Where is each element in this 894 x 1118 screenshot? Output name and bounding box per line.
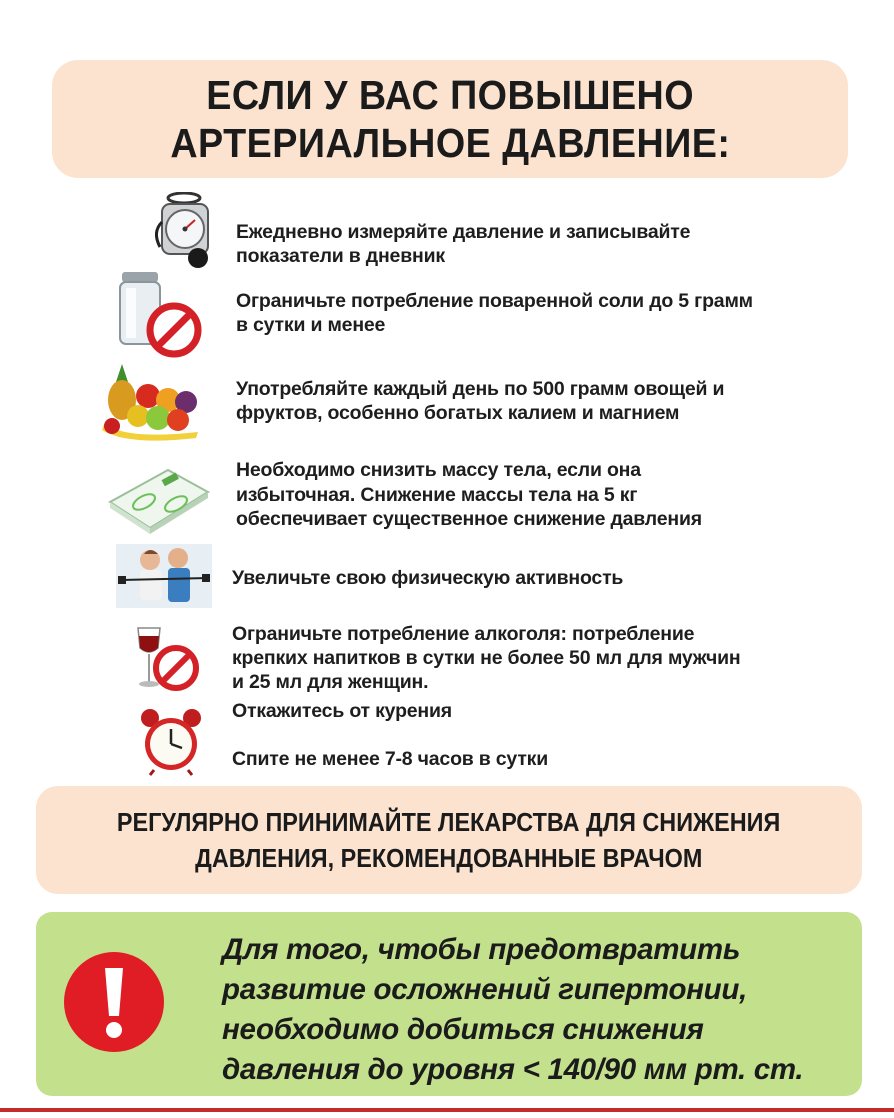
tip-alcohol-line-2: крепких напитков в сутки не более 50 мл для мужчин [232,647,741,669]
tip-measure-line-2: показатели в дневник [236,245,445,267]
goal-line-2: развитие осложнений гипертонии, [222,973,748,1006]
exercise-icon [116,544,212,608]
medicine-line-2: ДАВЛЕНИЯ, РЕКОМЕНДОВАННЫЕ ВРАЧОМ [195,843,703,873]
title-line-2: АРТЕРИАЛЬНОЕ ДАВЛЕНИЕ: [169,120,731,166]
medicine-banner [36,786,862,894]
medicine-line-1: РЕГУЛЯРНО ПРИНИМАЙТЕ ЛЕКАРСТВА ДЛЯ СНИЖЕНИЯ [117,807,781,837]
scale-icon [104,462,212,540]
goal-line-4: давления до уровня < 140/90 мм рт. ст. [222,1053,804,1086]
tip-alcohol-line-1: Ограничьте потребление алкоголя: потребление [232,623,695,645]
tip-fruits-line-1: Употребляйте каждый день по 500 грамм овощей и [236,378,725,400]
goal-line-3: необходимо добиться снижения [222,1013,704,1046]
tip-salt-line-1: Ограничьте потребление поваренной соли до 5 грамм [236,290,753,312]
tip-activity-line-1: Увеличьте свою физическую активность [232,567,624,589]
tip-weight-line-1: Необходимо снизить массу тела, если она [236,459,641,481]
title-line-1: ЕСЛИ У ВАС ПОВЫШЕНО [206,72,694,118]
bottom-divider [0,1108,894,1112]
tip-weight-line-3: обеспечивает существенное снижение давления [236,508,702,530]
tip-fruits-line-2: фруктов, особенно богатых калием и магнием [236,402,680,424]
exclamation-icon [62,950,166,1054]
tip-weight-line-2: избыточная. Снижение массы тела на 5 кг [236,484,638,506]
fruits-vegetables-icon [98,360,210,442]
no-alcohol-icon [132,624,204,694]
title-banner [52,60,848,178]
no-salt-icon [108,268,204,364]
tip-salt-line-2: в сутки и менее [236,314,386,336]
tip-alcohol-line-3: и 25 мл для женщин. [232,671,429,693]
tip-sleep-line-1: Спите не менее 7-8 часов в сутки [232,748,549,770]
goal-line-1: Для того, чтобы предотвратить [222,933,741,966]
alarm-clock-icon [136,706,206,776]
goal-text [222,930,852,1090]
tip-measure-line-1: Ежедневно измеряйте давление и записывайте [236,221,691,243]
tip-smoking-line-1: Откажитесь от курения [232,700,452,722]
tonometer-icon [150,192,220,272]
